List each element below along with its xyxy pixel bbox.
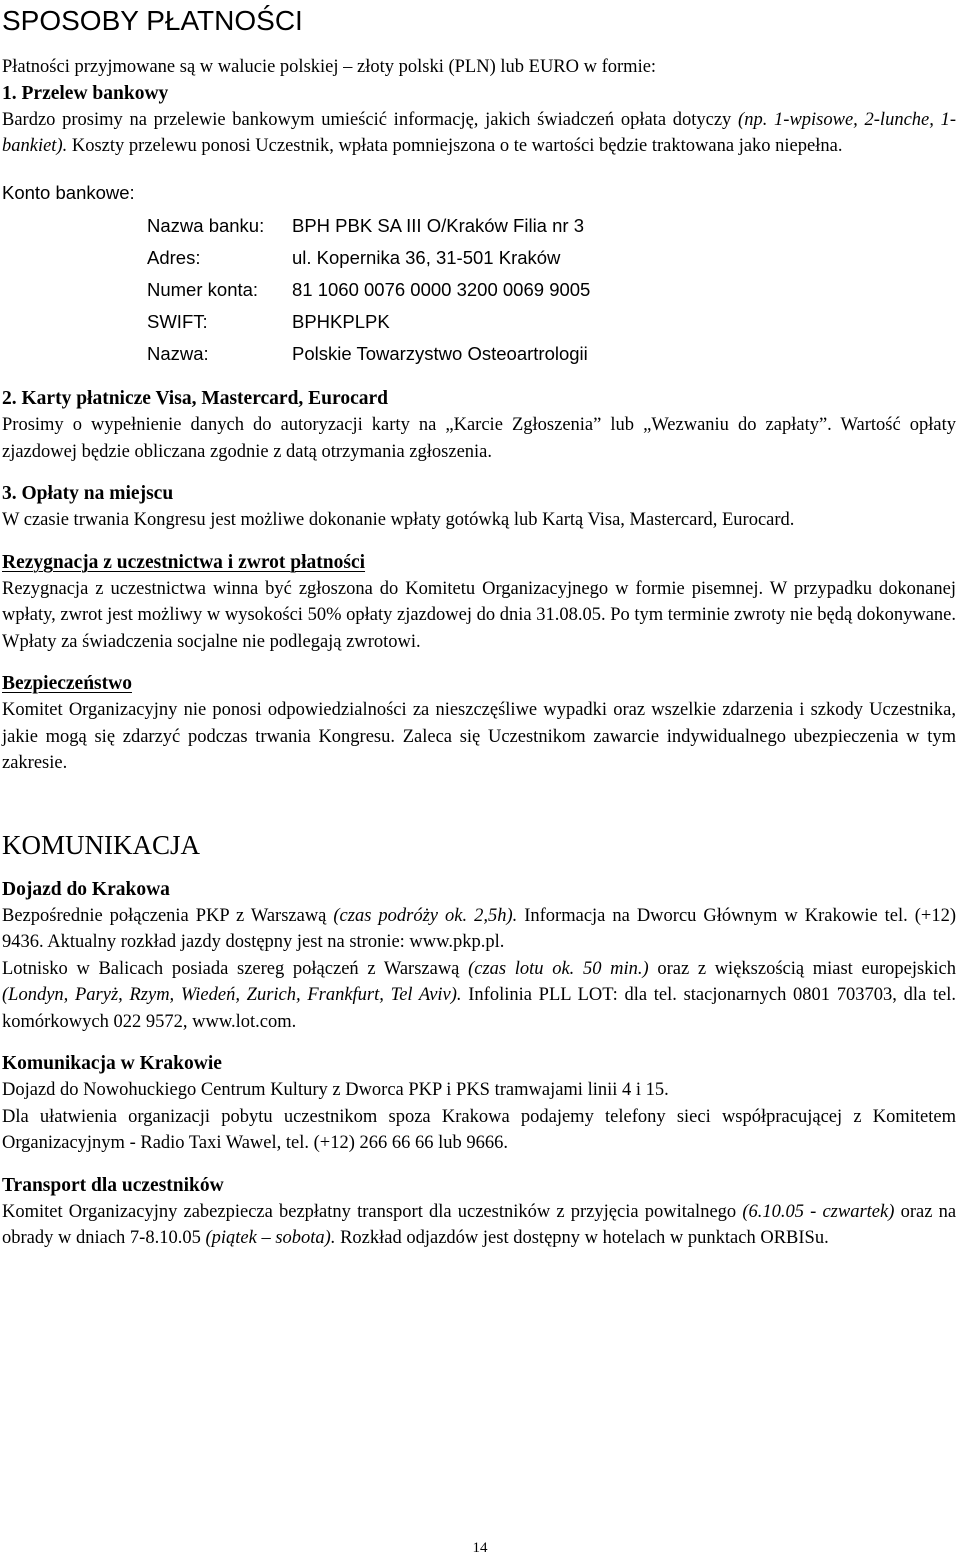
bank-account-label: Konto bankowe: xyxy=(2,181,135,203)
onsite-text: W czasie trwania Kongresu jest możliwe dokonanie wpłaty gotówką lub Kartą Visa, Mastercard, Eurocard. xyxy=(2,510,795,530)
heading-travel-krakow: Dojazd do Krakowa xyxy=(2,878,170,900)
bank-row: Nazwa banku: BPH PBK SA III O/Kraków Filia nr 3 xyxy=(147,215,584,236)
section-title-payment: SPOSOBY PŁATNOŚCI xyxy=(2,5,303,36)
heading-bank-transfer: 1. Przelew bankowy xyxy=(2,82,169,104)
section-title-communication: KOMUNIKACJA xyxy=(2,829,201,860)
travel-krakow-rail: Bezpośrednie połączenia PKP z Warszawą (czas podróży ok. 2,5h). Informacja na Dworcu Głównym w Krakowie tel. (+12) 9436. Aktualny rozkład jazdy dostępny jest na stronie: www.pkp.pl. xyxy=(2,905,957,952)
heading-city-transport: Komunikacja w Krakowie xyxy=(2,1053,222,1074)
heading-resignation: Rezygnacja z uczestnictwa i zwrot płatności xyxy=(2,551,366,573)
city-transport-tram: Dojazd do Nowohuckiego Centrum Kultury z Dworca PKP i PKS tramwajami linii 4 i 15. xyxy=(2,1080,669,1100)
bank-account-details xyxy=(147,210,956,370)
heading-safety: Bezpieczeństwo xyxy=(2,673,132,694)
cards-text: Prosimy o wypełnienie danych do autoryzacji karty na „Karcie Zgłoszenia” lub „Wezwaniu do zapłaty”. Wartość opłaty zjazdowej będzie obliczana zgodnie z datą otrzymania zgłoszenia. xyxy=(2,415,956,462)
document-page xyxy=(2,0,956,1252)
city-transport-taxi: Dla ułatwienia organizacji pobytu uczestnikom spoza Krakowa podajemy telefony sieci współpracującej z Komitetem Organizacyjnym - Radio Taxi Wawel, tel. (+12) 266 66 66 lub 9666. xyxy=(2,1106,956,1153)
page-number: 14 xyxy=(472,1540,488,1556)
bank-row: Numer konta: 81 1060 0076 0000 3200 0069 9005 xyxy=(147,279,591,300)
travel-krakow-air: Lotnisko w Balicach posiada szereg połączeń z Warszawą (czas lotu ok. 50 min.) oraz z większością miast europejskich (Londyn, Paryż, Rzym, Wiedeń, Zurich, Frankfurt, Tel Aviv). Infolinia PLL LOT: dla tel. stacjonarnych 0801 703703, dla tel. komórkowych 022 9572, www.lot.com. xyxy=(2,958,957,1032)
bank-row: Adres: ul. Kopernika 36, 31-501 Kraków xyxy=(147,247,561,268)
safety-text: Komitet Organizacyjny nie ponosi odpowiedzialności za nieszczęśliwe wypadki oraz wszelkie zdarzenia i szkody Uczestnika, jakie mogą się zdarzyć podczas trwania Kongresu. Zaleca się Uczestnikom zawarcie indywidualnego ubezpieczenia w tym zakresie. xyxy=(2,700,956,773)
heading-cards: 2. Karty płatnicze Visa, Mastercard, Eurocard xyxy=(2,388,388,409)
bank-transfer-text: Bardzo prosimy na przelewie bankowym umieścić informację, jakich świadczeń opłata dotyczy (np. 1-wpisowe, 2-lunche, 1-bankiet). Koszty przelewu ponosi Uczestnik, wpłata pomniejszona o te wartości będzie traktowana jako niepełna. xyxy=(2,109,956,156)
payment-intro: Płatności przyjmowane są w walucie polskiej – złoty polski (PLN) lub EURO w formie: xyxy=(2,57,657,77)
heading-participant-transport: Transport dla uczestników xyxy=(2,1174,224,1196)
resignation-text: Rezygnacja z uczestnictwa winna być zgłoszona do Komitetu Organizacyjnego w formie pisemnej. W przypadku dokonanej wpłaty, zwrot jest możliwy w wysokości 50% opłaty zjazdowej do dnia 31.08.05. Po tym terminie zwroty nie będą dokonywane. Wpłaty za świadczenia socjalne nie podlegają zwrotowi. xyxy=(2,578,956,652)
bank-row: Nazwa: Polskie Towarzystwo Osteoartrologii xyxy=(147,343,588,364)
participant-transport-text: Komitet Organizacyjny zabezpiecza bezpłatny transport dla uczestników z przyjęcia powitalnego (6.10.05 - czwartek) oraz na obrady w dniach 7-8.10.05 (piątek – sobota). Rozkład odjazdów jest dostępny w hotelach w punktach ORBISu. xyxy=(2,1201,957,1248)
bank-row: SWIFT: BPHKPLPK xyxy=(147,311,390,332)
heading-onsite: 3. Opłaty na miejscu xyxy=(2,483,174,504)
